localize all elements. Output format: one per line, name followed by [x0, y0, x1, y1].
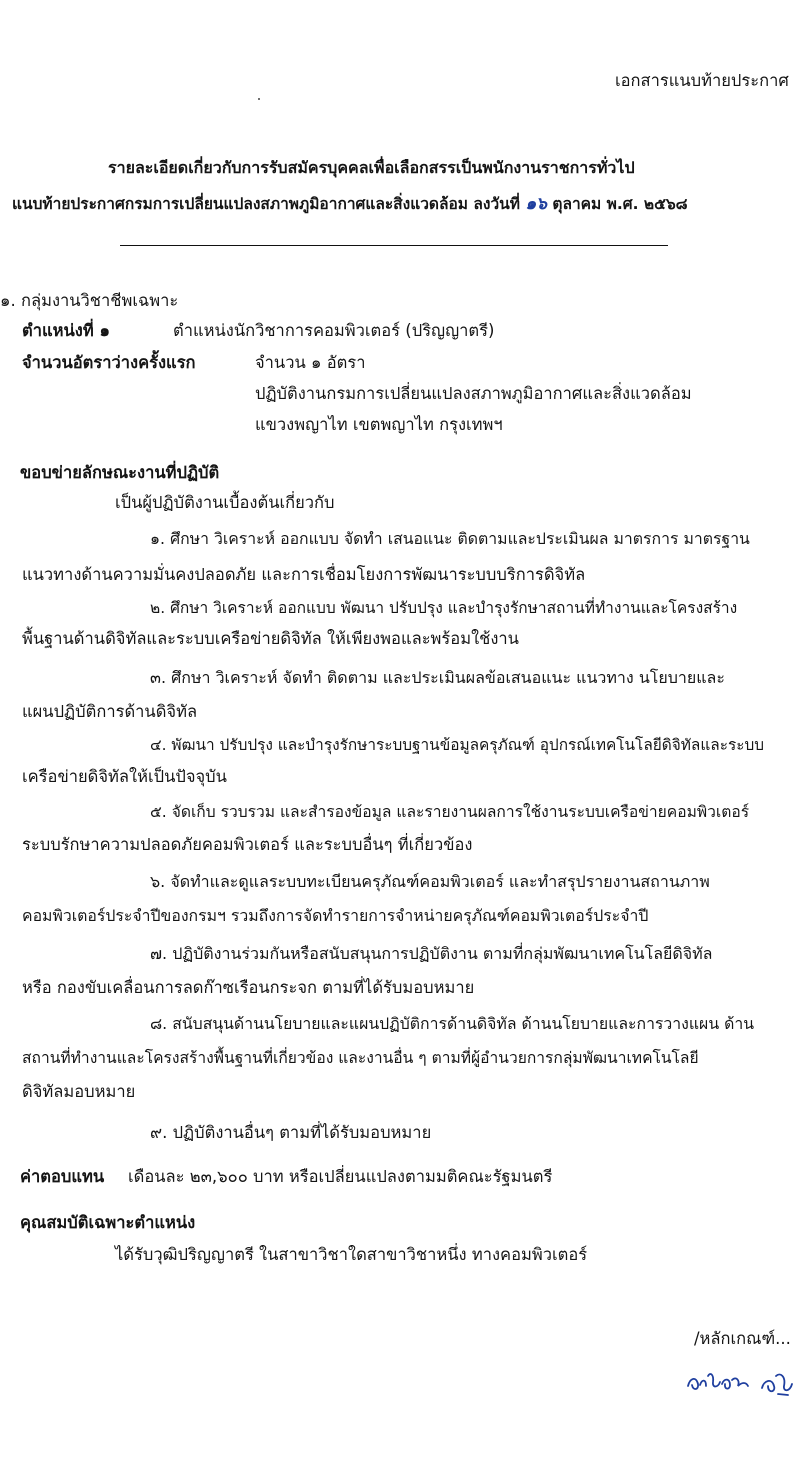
- duty-8-line1: ๘. สนับสนุนด้านนโยบายและแผนปฏิบัติการด้านดิจิทัล ด้านนโยบายและการวางแผน ด้าน: [150, 1014, 755, 1033]
- workplace-line2: แขวงพญาไท เขตพญาไท กรุงเทพฯ: [255, 415, 503, 434]
- duty-1-line1: ๑. ศึกษา วิเคราะห์ ออกแบบ จัดทำ เสนอแนะ ติดตามและประเมินผล มาตรการ มาตรฐาน: [150, 529, 750, 548]
- title-line2-post: ตุลาคม พ.ศ. ๒๕๖๘: [552, 195, 688, 213]
- duty-7-line2: หรือ กองขับเคลื่อนการลดก๊าซเรือนกระจก ตามที่ได้รับมอบหมาย: [22, 978, 475, 997]
- workplace-line1: ปฏิบัติงานกรมการเปลี่ยนแปลงสภาพภูมิอากาศและสิ่งแวดล้อม: [255, 384, 692, 403]
- duty-2-line1: ๒. ศึกษา วิเคราะห์ ออกแบบ พัฒนา ปรับปรุง และบำรุงรักษาสถานที่ทำงานและโครงสร้าง: [150, 599, 738, 617]
- attachment-note: เอกสารแนบท้ายประกาศ: [615, 71, 789, 90]
- handwritten-initials: [684, 1364, 796, 1400]
- position-name: ตำแหน่งนักวิชาการคอมพิวเตอร์ (ปริญญาตรี): [173, 321, 495, 340]
- vacancy-label: จำนวนอัตราว่างครั้งแรก: [22, 353, 196, 372]
- duty-5-line1: ๕. จัดเก็บ รวบรวม และสำรองข้อมูล และรายงานผลการใช้งานระบบเครือข่ายคอมพิวเตอร์: [150, 803, 750, 821]
- duty-2-line2: พื้นฐานด้านดิจิทัลและระบบเครือข่ายดิจิทัล ให้เพียงพอและพร้อมใช้งาน: [22, 629, 519, 648]
- duty-1-line2: แนวทางด้านความมั่นคงปลอดภัย และการเชื่อมโยงการพัฒนาระบบบริการดิจิทัล: [22, 565, 586, 584]
- scope-intro: เป็นผู้ปฏิบัติงานเบื้องต้นเกี่ยวกับ: [115, 493, 335, 512]
- duty-5-line2: ระบบรักษาความปลอดภัยคอมพิวเตอร์ และระบบอื่นๆ ที่เกี่ยวข้อง: [22, 835, 473, 854]
- duty-7-line1: ๗. ปฏิบัติงานร่วมกันหรือสนับสนุนการปฏิบัติงาน ตามที่กลุ่มพัฒนาเทคโนโลยีดิจิทัล: [150, 944, 713, 963]
- title-line2-pre: แนบท้ายประกาศกรมการเปลี่ยนแปลงสภาพภูมิอากาศและสิ่งแวดล้อม ลงวันที่: [12, 195, 520, 213]
- compensation-label: ค่าตอบแทน: [20, 1167, 105, 1186]
- duty-4-line2: เครือข่ายดิจิทัลให้เป็นปัจจุบัน: [22, 767, 227, 786]
- duty-8-line3: ดิจิทัลมอบหมาย: [22, 1082, 136, 1101]
- scope-heading: ขอบข่ายลักษณะงานที่ปฏิบัติ: [20, 463, 220, 482]
- qualification-heading: คุณสมบัติเฉพาะตำแหน่ง: [20, 1213, 196, 1232]
- duty-8-line2: สถานที่ทำงานและโครงสร้างพื้นฐานที่เกี่ยวข้อง และงานอื่น ๆ ตามที่ผู้อำนวยการกลุ่มพัฒนาเทคโนโลยี: [22, 1049, 699, 1067]
- qualification-text: ได้รับวุฒิปริญญาตรี ในสาขาวิชาใดสาขาวิชาหนึ่ง ทางคอมพิวเตอร์: [115, 1245, 588, 1264]
- vacancy-count: จำนวน ๑ อัตรา: [255, 353, 366, 372]
- duty-4-line1: ๔. พัฒนา ปรับปรุง และบำรุงรักษาระบบฐานข้อมูลครุภัณฑ์ อุปกรณ์เทคโนโลยีดิจิทัลและระบบ: [150, 736, 765, 754]
- duty-3-line2: แผนปฏิบัติการด้านดิจิทัล: [22, 702, 198, 721]
- group-heading: ๑. กลุ่มงานวิชาชีพเฉพาะ: [0, 291, 179, 310]
- duty-9-line1: ๙. ปฏิบัติงานอื่นๆ ตามที่ได้รับมอบหมาย: [150, 1123, 432, 1142]
- scan-speck: [258, 98, 260, 100]
- announcement-date-day: ๑๖: [525, 194, 547, 214]
- title-divider: [120, 245, 668, 246]
- document-title-line2: [12, 193, 688, 215]
- continued-marker: /หลักเกณฑ์...: [694, 1329, 791, 1348]
- compensation-text: เดือนละ ๒๓,๖๐๐ บาท หรือเปลี่ยนแปลงตามมติคณะรัฐมนตรี: [128, 1167, 553, 1186]
- duty-3-line1: ๓. ศึกษา วิเคราะห์ จัดทำ ติดตาม และประเมินผลข้อเสนอแนะ แนวทาง นโยบายและ: [150, 668, 725, 687]
- duty-6-line2: คอมพิวเตอร์ประจำปีของกรมฯ รวมถึงการจัดทำรายการจำหน่ายครุภัณฑ์คอมพิวเตอร์ประจำปี: [22, 906, 649, 925]
- position-number-label: ตำแหน่งที่ ๑: [22, 321, 110, 340]
- document-title-line1: รายละเอียดเกี่ยวกับการรับสมัครบุคคลเพื่อเลือกสรรเป็นพนักงานราชการทั่วไป: [108, 158, 635, 177]
- duty-6-line1: ๖. จัดทำและดูแลระบบทะเบียนครุภัณฑ์คอมพิวเตอร์ และทำสรุปรายงานสถานภาพ: [150, 872, 710, 891]
